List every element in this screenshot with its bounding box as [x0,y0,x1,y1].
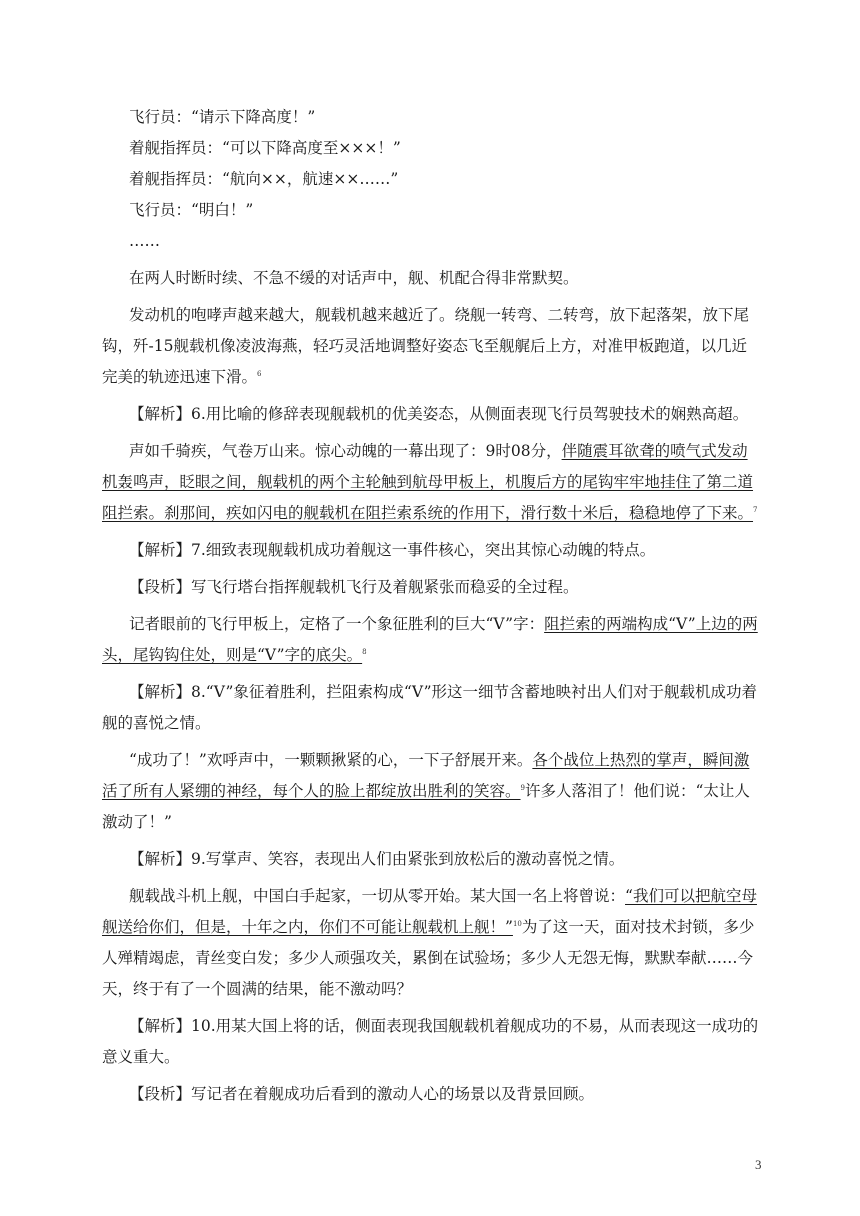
analysis-note: 【解析】8.“V”象征着胜利，拦阻索构成“V”形这一细节含蓄地映衬出人们对于舰载机成功着舰的喜悦之情。 [102,683,758,732]
dialogue-line: …… [129,232,160,250]
paragraph [102,881,762,1005]
dialogue-line: 着舰指挥员：“航向××，航速××……” [129,170,399,188]
footnote-marker: 10 [512,919,522,928]
document-body [102,102,762,1110]
paragraph-text: 为了这一天，面对技术封锁，多少人殚精竭虑，青丝变白发；多少人顽强攻关，累倒在试验场；多少人无怨无悔，默默奉献……今天，终于有了一个圆满的结果，能不激动吗？ [102,918,755,998]
page-number: 3 [755,1157,762,1172]
paragraph-text: 记者眼前的飞行甲板上，定格了一个象征胜利的巨大“V”字： [129,615,545,633]
dialogue-line: 飞行员：“明白！” [129,201,254,219]
analysis-note: 【解析】7.细致表现舰载机成功着舰这一事件核心，突出其惊心动魄的特点。 [129,541,656,559]
footnote-marker: 7 [753,505,758,514]
underlined-text: 伴随震耳欲聋的喷气式发动机轰鸣声，眨眼之间，舰载机的两个主轮触到航母甲板上，机腹后方的尾钩牢牢地挂住了第二道阻拦索。刹那间，疾如闪电的舰载机在阻拦索系统的作用下，滑行数十米后，稳稳地停了下来。 [102,442,754,522]
section-analysis: 【段析】写飞行塔台指挥舰载机飞行及着舰紧张而稳妥的全过程。 [129,578,579,596]
paragraph [102,300,762,393]
analysis-note: 【解析】6.用比喻的修辞表现舰载机的优美姿态，从侧面表现飞行员驾驶技术的娴熟高超。 [129,405,749,423]
underlined-text: “我们可以把航空母舰送给你们，但是，十年之内，你们不可能让舰载机上舰！” [102,887,757,936]
underlined-text: 阻拦索的两端构成“V”上边的两头，尾钩钩住处，则是“V”字的底尖。 [102,615,758,664]
paragraph-text: 发动机的咆哮声越来越大，舰载机越来越近了。绕舰一转弯、二转弯，放下起落架，放下尾钩，歼-15舰载机像凌波海燕，轻巧灵活地调整好姿态飞至舰艉后上方，对准甲板跑道，以几近完美的轨迹迅速下滑。 [102,306,750,386]
paragraph: 在两人时断时续、不急不缓的对话声中，舰、机配合得非常默契。 [129,269,579,287]
paragraph [102,609,762,671]
dialogue-line: 着舰指挥员：“可以下降高度至×××！” [129,139,401,157]
dialogue-line: 飞行员：“请示下降高度！” [129,108,316,126]
underlined-text: 各个战位上热烈的掌声，瞬间激活了所有人紧绷的神经，每个人的脸上都绽放出胜利的笑容。 [102,751,750,800]
footnote-marker: 6 [257,369,262,378]
paragraph-text: 舰载战斗机上舰，中国白手起家，一切从零开始。某大国一名上将曾说： [129,887,626,905]
section-analysis: 【段析】写记者在着舰成功后看到的激动人心的场景以及背景回顾。 [129,1085,595,1103]
footnote-marker: 9 [520,783,525,792]
paragraph [102,745,762,838]
analysis-note: 【解析】9.写掌声、笑容，表现出人们由紧张到放松后的激动喜悦之情。 [129,850,625,868]
paragraph-text: 许多人落泪了！他们说：“太让人激动了！” [102,782,750,831]
footnote-marker: 8 [362,647,367,656]
paragraph [102,436,762,529]
paragraph-text: “成功了！”欢呼声中，一颗颗揪紧的心，一下子舒展开来。 [129,751,533,769]
paragraph-text: 声如千骑疾，气卷万山来。惊心动魄的一幕出现了：9时08分， [129,442,562,460]
analysis-note: 【解析】10.用某大国上将的话，侧面表现我国舰载机着舰成功的不易，从而表现这一成功的意义重大。 [102,1017,759,1066]
